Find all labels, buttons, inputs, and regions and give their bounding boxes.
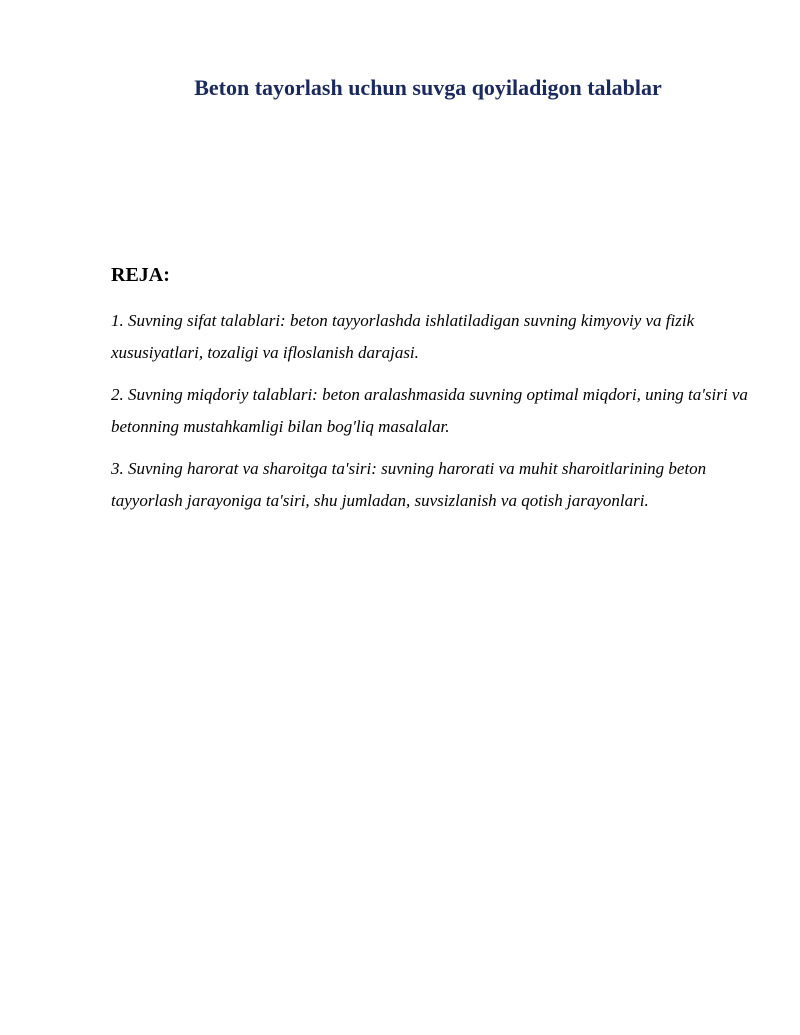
plan-heading: REJA: <box>111 264 170 286</box>
plan-list <box>111 305 751 527</box>
plan-item-3: 3. Suvning harorat va sharoitga ta'siri: suvning harorati va muhit sharoitlarining beton tayyorlash jarayoniga ta'siri, shu jumladan, suvsizlanish va qotish jarayonlari. <box>111 459 707 510</box>
plan-item-2: 2. Suvning miqdoriy talablari: beton aralashmasida suvning optimal miqdori, uning ta'siri va betonning mustahkamligi bilan bog'liq masalalar. <box>111 385 748 436</box>
plan-item-1: 1. Suvning sifat talablari: beton tayyorlashda ishlatiladigan suvning kimyoviy va fizik xususiyatlari, tozaligi va ifloslanish darajasi. <box>111 311 695 362</box>
document-title: Beton tayorlash uchun suvga qoyiladigon talablar <box>194 75 662 100</box>
